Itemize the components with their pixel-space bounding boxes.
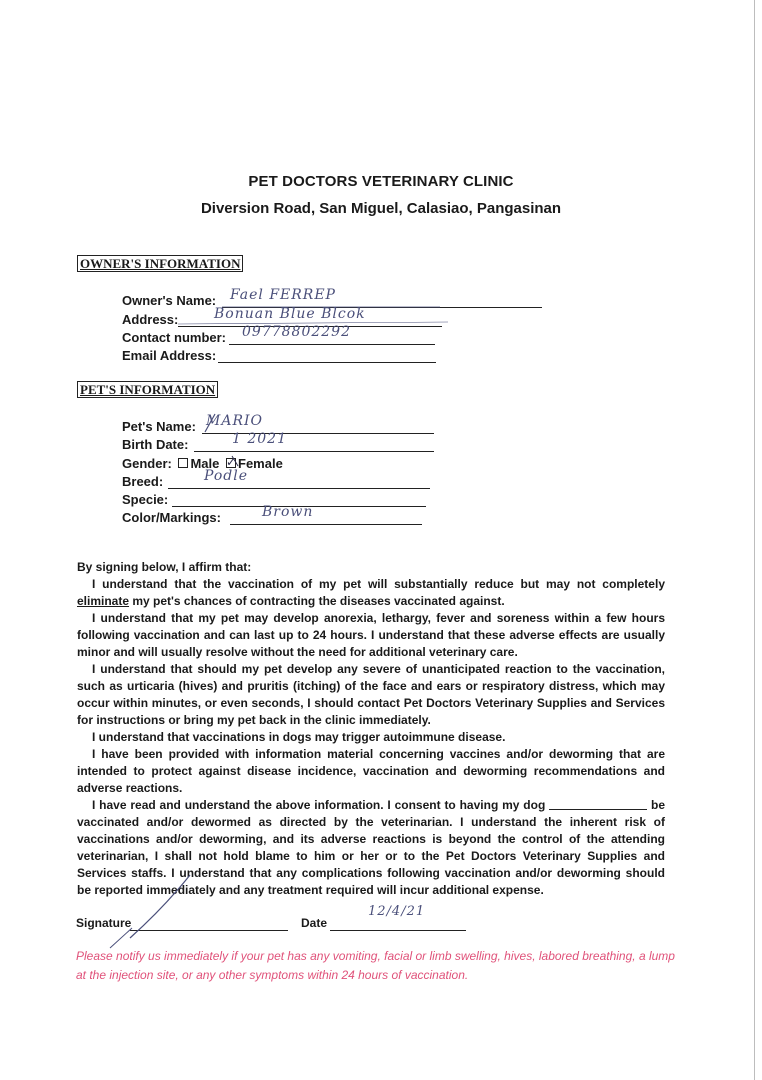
pet-section-heading: PET'S INFORMATION [77, 381, 218, 398]
affirmation-p1-text-a: I understand that the vaccination of my pet will substantially reduce but may not completely [92, 577, 665, 591]
contact-number-value: 09778802292 [242, 324, 351, 340]
clinic-name: PET DOCTORS VETERINARY CLINIC [248, 173, 514, 190]
gender-check-stroke [232, 456, 238, 466]
breed-label: Breed: [122, 474, 164, 489]
affirmation-paragraph-5: I have been provided with information material concerning vaccines and/or deworming that are intended to protect against disease incidence, vaccination and deworming recommendations and adverse reactions. [77, 747, 665, 795]
pet-name-value: MARIO [206, 413, 263, 429]
address-value: Bonuan Blue Blcok [214, 306, 366, 322]
birth-date-label: Birth Date: [122, 437, 189, 452]
contact-number-label: Contact number: [122, 330, 226, 345]
specie-label: Specie: [122, 492, 169, 507]
female-option-label: Female [238, 456, 283, 471]
affirmation-p6-text-b: be vaccinated and/or dewormed as directed by the veterinarian. I understand the inherent risk of vaccinations and/or deworming, and its adverse reactions is beyond the control of the attending veterinarian, I shall not hold blame to him or her or to the Pet Doctors Veterinary Supplies and Services staffs. I understand that any complications following vaccination and/or deworming should be reported immediately and any treatment required will incur additional expense. [77, 798, 665, 897]
signature-label: Signature [76, 916, 132, 930]
post-vaccination-notice: Please notify us immediately if your pet has any vomiting, facial or limb swelling, hives, labored breathing, a lump at the injection site, or any other symptoms within 24 hours of vaccination. [76, 949, 675, 982]
breed-value: Podle [204, 468, 249, 484]
signature-scribble [130, 875, 190, 938]
affirmation-paragraph-2: I understand that my pet may develop anorexia, lethargy, fever and soreness within a few hours following vaccination and can last up to 24 hours. I understand that these adverse effects are usually minor and will usually resolve without the need for additional veterinary care. [77, 611, 665, 659]
owner-name-value: Fael FERREP [230, 287, 336, 303]
email-label: Email Address: [122, 348, 217, 363]
gender-label: Gender: [122, 456, 172, 471]
owner-section-heading: OWNER'S INFORMATION [77, 255, 243, 272]
address-label: Address: [122, 312, 179, 327]
pet-name-slash [205, 414, 215, 432]
affirmation-p1-text-b: my pet's chances of contracting the diseases vaccinated against. [129, 594, 505, 608]
pet-name-label: Pet's Name: [122, 419, 196, 434]
affirmation-intro: By signing below, I affirm that: [77, 560, 252, 574]
male-option-label: Male [190, 456, 220, 471]
color-markings-label: Color/Markings: [122, 510, 221, 525]
date-label: Date [301, 916, 328, 930]
owner-name-label: Owner's Name: [122, 293, 217, 308]
address-strike [178, 322, 448, 324]
affirmation-p1-underlined: eliminate [77, 594, 130, 608]
birth-date-value: 1 2021 [232, 431, 287, 447]
affirmation-paragraph-3: I understand that should my pet develop any severe of unanticipated reaction to the vaccination, such as urticaria (hives) and pruritis (itching) of the face and ears or respiratory distress, which may occur within minutes, or even seconds, I should contact Pet Doctors Veterinary Supplies and Services for instructions or bring my pet back in the clinic immediately. [77, 662, 665, 727]
signature-tail-stroke [110, 928, 132, 948]
color-markings-value: Brown [262, 504, 314, 520]
affirmation-p6-text-a: I have read and understand the above information. I consent to having my dog [92, 798, 546, 812]
affirmation-paragraph-4: I understand that vaccinations in dogs may trigger autoimmune disease. [92, 730, 506, 744]
clinic-address: Diversion Road, San Miguel, Calasiao, Pangasinan [200, 200, 562, 217]
date-value: 12/4/21 [368, 904, 426, 919]
